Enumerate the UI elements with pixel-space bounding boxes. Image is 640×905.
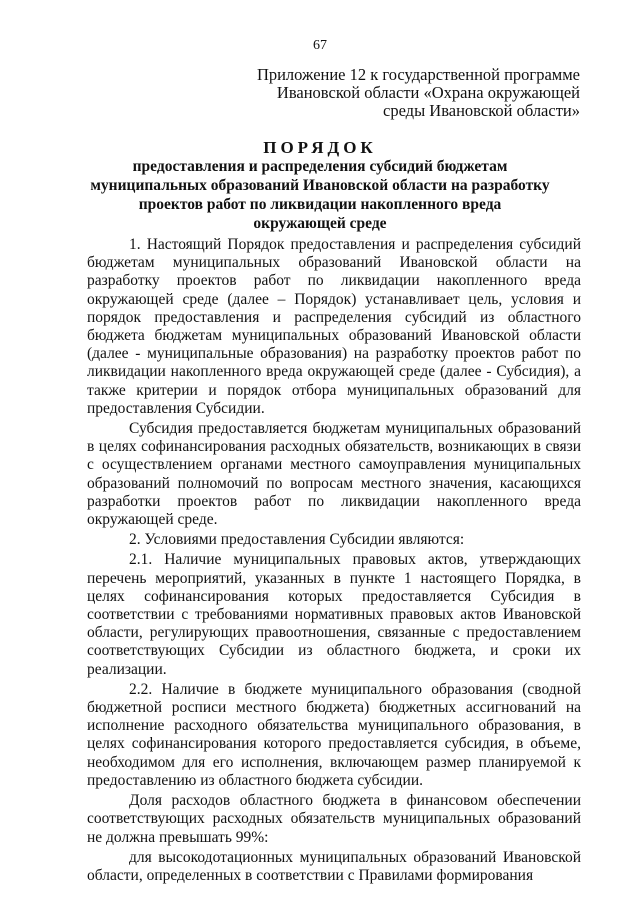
paragraph-1: 1. Настоящий Порядок предоставления и распределения субсидий бюджетам муниципальных образований Ивановской области на разработку проектов работ по ликвидации накопленного вреда окружающей среде (далее – Порядок) устанавливает цель, условия и порядок предоставления и распределения субсидий из областного бюджета бюджетам муниципальных образований Ивановской области (далее - муниципальные образования) на разработку проектов работ по ликвидации накопленного вреда окружающей среде (далее - Субсидия), а также критерии и порядок отбора муниципальных образований для предоставления Субсидии. (87, 236, 581, 417)
subtitle-line: предоставления и распределения субсидий бюджетам (132, 158, 508, 175)
appendix-line: среды Ивановской области» (383, 101, 580, 120)
paragraph-2: Субсидия предоставляется бюджетам муниципальных образований в целях софинансирования расходных обязательств, возникающих в связи с осуществлением органами местного самоуправления муниципальных образований полномочий по вопросам местного значения, касающихся разработки проектов работ по ликвидации накопленного вреда окружающей среде. (87, 420, 581, 529)
document-subtitle (80, 157, 560, 233)
appendix-note (250, 66, 580, 120)
paragraph-6: Доля расходов областного бюджета в финансовом обеспечении соответствующих расходных обязательств муниципальных образований не должна превышать 99%: (87, 792, 581, 846)
subtitle-line: проектов работ по ликвидации накопленного вреда (138, 196, 502, 213)
subtitle-line: окружающей среде (253, 215, 387, 232)
paragraph-3: 2. Условиями предоставления Субсидии являются: (129, 531, 465, 549)
page-number: 67 (313, 38, 327, 53)
paragraph-5: 2.2. Наличие в бюджете муниципального образования (сводной бюджетной росписи местного бюджета) бюджетных ассигнований на исполнение расходного обязательства муниципального образования, в целях софинансирования которого предоставляется субсидия, в объеме, необходимом для его исполнения, включающем размер планируемой к предоставлению из областного бюджета субсидии. (87, 680, 581, 789)
document-body (87, 236, 581, 885)
appendix-line: Приложение 12 к государственной программе (256, 65, 580, 84)
appendix-line: Ивановской области «Охрана окружающей (276, 83, 580, 102)
subtitle-line: муниципальных образований Ивановской области на разработку (90, 177, 550, 194)
paragraph-4: 2.1. Наличие муниципальных правовых актов, утверждающих перечень мероприятий, указанных в пункте 1 настоящего Порядка, в целях софинансирования которых предоставляется Субсидия в соответствии с требованиями нормативных правовых актов Ивановской области, регулирующих правоотношения, связанные с предоставлением соответствующих Субсидии из областного бюджета, и сроки их реализации. (87, 551, 581, 678)
paragraph-7: для высокодотационных муниципальных образований Ивановской области, определенных в соответствии с Правилами формирования (87, 848, 581, 884)
document-title: ПОРЯДОК (263, 138, 377, 157)
